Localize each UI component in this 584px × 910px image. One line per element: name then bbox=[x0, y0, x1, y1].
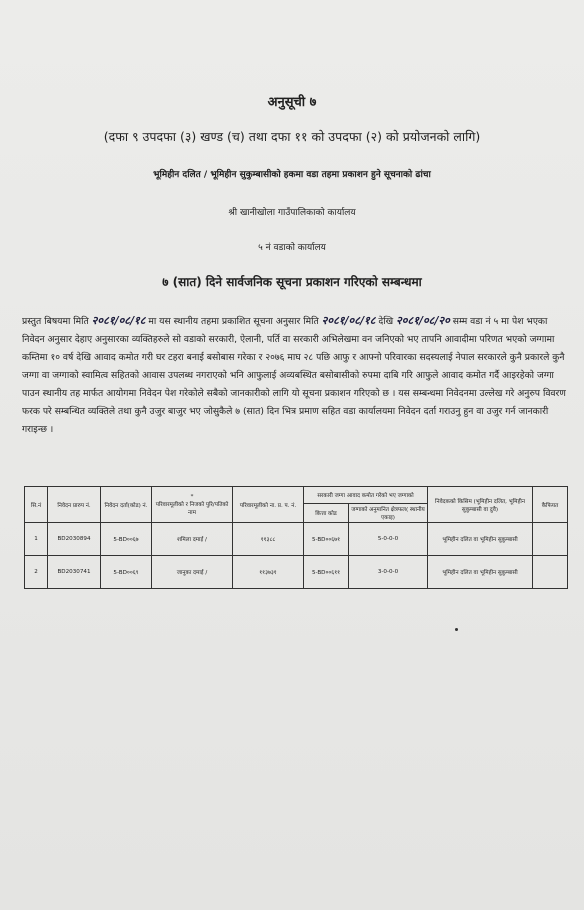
handwritten-date-published: २०८१/०८/१८ bbox=[91, 314, 146, 327]
header-sn: सि.नं bbox=[25, 487, 48, 523]
header-citizenship: परिवारमूलीको ना. प्र. प. नं. bbox=[233, 487, 304, 523]
handwritten-date-to: २०८१/०८/२० bbox=[396, 314, 450, 327]
header-star: * bbox=[190, 493, 194, 500]
body-text-4: सम्म वडा नं ५ मा पेश भएका निवेदन अनुसार देहाए अनुसारका व्यक्तिहरुले सो वडाको सरकारी, ऐलानी, पर्ति वा सरकारी अभिलेखमा वन जनिएको भए तापनि आवादीमा परिणत भएको जग्गामा कम्तिमा १० वर्ष देखि आवाद कमोत गरी घर टहरा बनाई बसोबास गरेका र २०७६ माघ २८ पछि आफु र आफ्नो परिवारका सदस्यलाई नेपाल सरकारले कुनै प्रकारले कुनै जग्गा वा जग्गाको स्वामित्व सहितको आवास उपलब्ध नगराएको भनि आफुलाई अव्यबस्थित बसोबासीको रुपमा दाबि गरि आफुले आवाद कमोत गर्दै आइरहेको जग्गा पाउन स्थानीय तह मार्फत आयोगमा निवेदन पेश गरेकोले सबैको जानकारीको लागि यो सूचना प्रकाशन गरिएको छ । यस सम्बन्धमा निवेदनमा उल्लेख गरे अनुरुप विवरण फरक परे सम्बन्धित व्यक्तिले तथा कुनै उजुर बाजुर भए जोसुकैले ७ (सात) दिन भित्र प्रमाण सहित वडा कार्यालयमा निवेदन दर्ता गराउनु हुन वा उजुर गर्न जानकारी गराइन्छ । bbox=[22, 316, 566, 435]
cell-name: जानुका दमाई / bbox=[152, 556, 233, 589]
header-remarks: कैफियत bbox=[533, 487, 568, 523]
header-plot-no: कित्ता कोड bbox=[304, 504, 349, 523]
handwritten-date-from: २०८१/०८/१८ bbox=[321, 314, 376, 327]
applicants-table bbox=[24, 486, 568, 589]
cell-area: 5-0-0-0 bbox=[349, 523, 428, 556]
table-row bbox=[25, 523, 568, 556]
body-text-3: देखि bbox=[378, 316, 394, 327]
cell-app-code: BD2030894 bbox=[48, 523, 101, 556]
cell-name: शमिला दमाई / bbox=[152, 523, 233, 556]
cell-plot: 5-BD००६११ bbox=[304, 556, 349, 589]
cell-citizenship: ११३७३१ bbox=[233, 556, 304, 589]
header-app-code: निवेदन प्रारुप नं. bbox=[48, 487, 101, 523]
cell-remarks bbox=[533, 556, 568, 589]
form-heading: भूमिहीन दलित / भूमिहीन सुकुम्बासीको हकमा वडा तहमा प्रकाशन हुने सूचनाको ढांचा bbox=[153, 170, 431, 180]
ward-office-name: ५ नं वडाको कार्यालय bbox=[258, 243, 326, 253]
cell-area: 3-0-0-0 bbox=[349, 556, 428, 589]
header-area: जग्गाको अनुमानित क्षेत्रफल( स्थानीय एकाइ) bbox=[349, 504, 428, 523]
cell-plot: 5-BD००६७१ bbox=[304, 523, 349, 556]
office-name: श्री खानीखोला गाउँपालिकाको कार्यालय bbox=[228, 208, 356, 218]
notice-subject: ७ (सात) दिने सार्वजनिक सूचना प्रकाशन गरिएको सम्बन्धमा bbox=[162, 275, 422, 289]
header-reg-no: निवेदन दर्ता(कोड) नं. bbox=[101, 487, 152, 523]
cell-reg-no: 5-BD००६९ bbox=[101, 556, 152, 589]
header-category: निवेदकको किसिम (भूमिहीन दलित, भूमिहीन सुकुम्बासी वा दुवै) bbox=[428, 487, 533, 523]
cell-sn: 2 bbox=[25, 556, 48, 589]
paper-speck bbox=[455, 628, 458, 631]
cell-remarks bbox=[533, 523, 568, 556]
table-row bbox=[25, 556, 568, 589]
cell-app-code: BD2030741 bbox=[48, 556, 101, 589]
notice-body bbox=[22, 312, 570, 439]
body-text-2: मा यस स्थानीय तहमा प्रकाशित सूचना अनुसार मिति bbox=[148, 316, 319, 327]
page-subtitle: (दफा ९ उपदफा (३) खण्ड (च) तथा दफा ११ को उपदफा (२) को प्रयोजनको लागि) bbox=[103, 129, 481, 144]
header-family-head bbox=[152, 487, 233, 523]
cell-sn: 1 bbox=[25, 523, 48, 556]
cell-reg-no: 5-BD००६७ bbox=[101, 523, 152, 556]
applicants-table-wrap bbox=[24, 486, 568, 589]
header-family-head-label: परिवारमूलीको र निजको पुरि/पतिको नाम bbox=[155, 501, 229, 516]
cell-category: भूमिहीन दलित वा भूमिहीन सुकुम्बासी bbox=[428, 556, 533, 589]
header-land-group: सरकारी जग्गा आवाद कमोत गरेको भए जग्गाको bbox=[304, 487, 428, 504]
table-header-row bbox=[25, 487, 568, 504]
page-title: अनुसूची ७ bbox=[267, 95, 317, 110]
cell-citizenship: ११३८८ bbox=[233, 523, 304, 556]
cell-category: भूमिहीन दलित वा भूमिहीन सुकुम्बासी bbox=[428, 523, 533, 556]
body-text-1: प्रस्तुत बिषयमा मिति bbox=[22, 316, 89, 327]
